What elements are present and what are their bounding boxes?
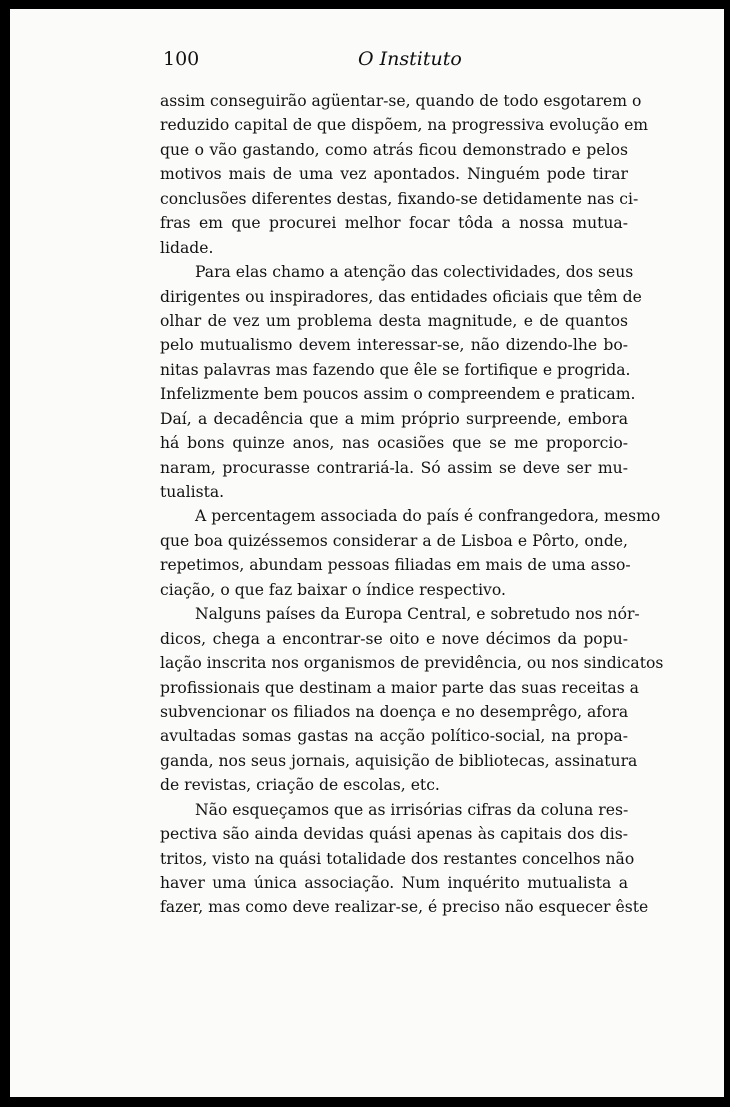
text-line: dirigentes ou inspiradores, das entidades oficiais que têm de bbox=[160, 287, 642, 306]
text-line: naram, procurasse contrariá-la. Só assim se deve ser mu- bbox=[160, 458, 628, 477]
text-line: de revistas, criação de escolas, etc. bbox=[160, 776, 440, 795]
text-line: tualista. bbox=[160, 483, 225, 501]
text-line: repetimos, abundam pessoas filiadas em mais de uma asso- bbox=[160, 556, 631, 575]
page-header bbox=[10, 48, 724, 78]
paragraph-3 bbox=[160, 504, 661, 602]
text-line: Não esqueçamos que as irrisórias cifras da coluna res- bbox=[195, 800, 629, 819]
text-line: há bons quinze anos, nas ocasiões que se me proporcio- bbox=[160, 434, 628, 453]
text-line: Infelizmente bem poucos assim o compreendem e praticam. bbox=[160, 385, 636, 404]
text-line: subvencionar os filiados na doença e no desemprêgo, afora bbox=[160, 702, 629, 721]
text-line: reduzido capital de que dispõem, na progressiva evolução em bbox=[160, 116, 649, 135]
text-line: pectiva são ainda devidas quási apenas às capitais dos dis- bbox=[160, 825, 628, 844]
text-line: conclusões diferentes destas, fixando-se detidamente nas ci- bbox=[160, 189, 639, 208]
text-line: ciação, o que faz baixar o índice respectivo. bbox=[160, 580, 506, 599]
book-page bbox=[10, 9, 724, 1097]
text-line: lação inscrita nos organismos de previdência, ou nos sindicatos bbox=[160, 654, 664, 673]
paragraph-4 bbox=[160, 602, 664, 798]
page-number: 100 bbox=[163, 48, 200, 70]
text-line: pelo mutualismo devem interessar-se, não dizendo-lhe bo- bbox=[160, 336, 628, 355]
paragraph-5 bbox=[160, 798, 649, 920]
text-line: Nalguns países da Europa Central, e sobretudo nos nór- bbox=[195, 605, 640, 624]
paragraph-2 bbox=[160, 260, 642, 504]
text-line: olhar de vez um problema desta magnitude, e de quantos bbox=[160, 311, 628, 330]
text-line: A percentagem associada do país é confrangedora, mesmo bbox=[195, 507, 661, 526]
text-line: dicos, chega a encontrar-se oito e nove décimos da popu- bbox=[160, 629, 628, 648]
text-line: Daí, a decadência que a mim próprio surpreende, embora bbox=[160, 409, 628, 428]
text-line: que boa quizéssemos considerar a de Lisboa e Pôrto, onde, bbox=[160, 531, 628, 550]
text-line: ganda, nos seus jornais, aquisição de bibliotecas, assinatura bbox=[160, 751, 638, 770]
running-title: O Instituto bbox=[358, 48, 462, 70]
text-line: motivos mais de uma vez apontados. Ninguém pode tirar bbox=[160, 165, 628, 184]
body-text bbox=[160, 89, 664, 920]
text-line: assim conseguirão agüentar-se, quando de todo esgotarem o bbox=[160, 92, 642, 110]
text-line: avultadas somas gastas na acção político-social, na propa- bbox=[160, 727, 628, 746]
text-line: haver uma única associação. Num inquérito mutualista a bbox=[160, 874, 628, 892]
text-line: tritos, visto na quási totalidade dos restantes concelhos não bbox=[160, 849, 635, 868]
text-line: nitas palavras mas fazendo que êle se fortifique e progrida. bbox=[160, 360, 631, 379]
text-line: fazer, mas como deve realizar-se, é preciso não esquecer êste bbox=[160, 898, 649, 917]
text-line: que o vão gastando, como atrás ficou demonstrado e pelos bbox=[160, 140, 628, 159]
text-line: lidade. bbox=[160, 238, 214, 257]
text-line: fras em que procurei melhor focar tôda a nossa mutua- bbox=[160, 214, 628, 233]
text-line: Para elas chamo a atenção das colectividades, dos seus bbox=[195, 263, 634, 282]
text-line: profissionais que destinam a maior parte das suas receitas a bbox=[160, 678, 639, 697]
paragraph-1 bbox=[160, 89, 649, 260]
